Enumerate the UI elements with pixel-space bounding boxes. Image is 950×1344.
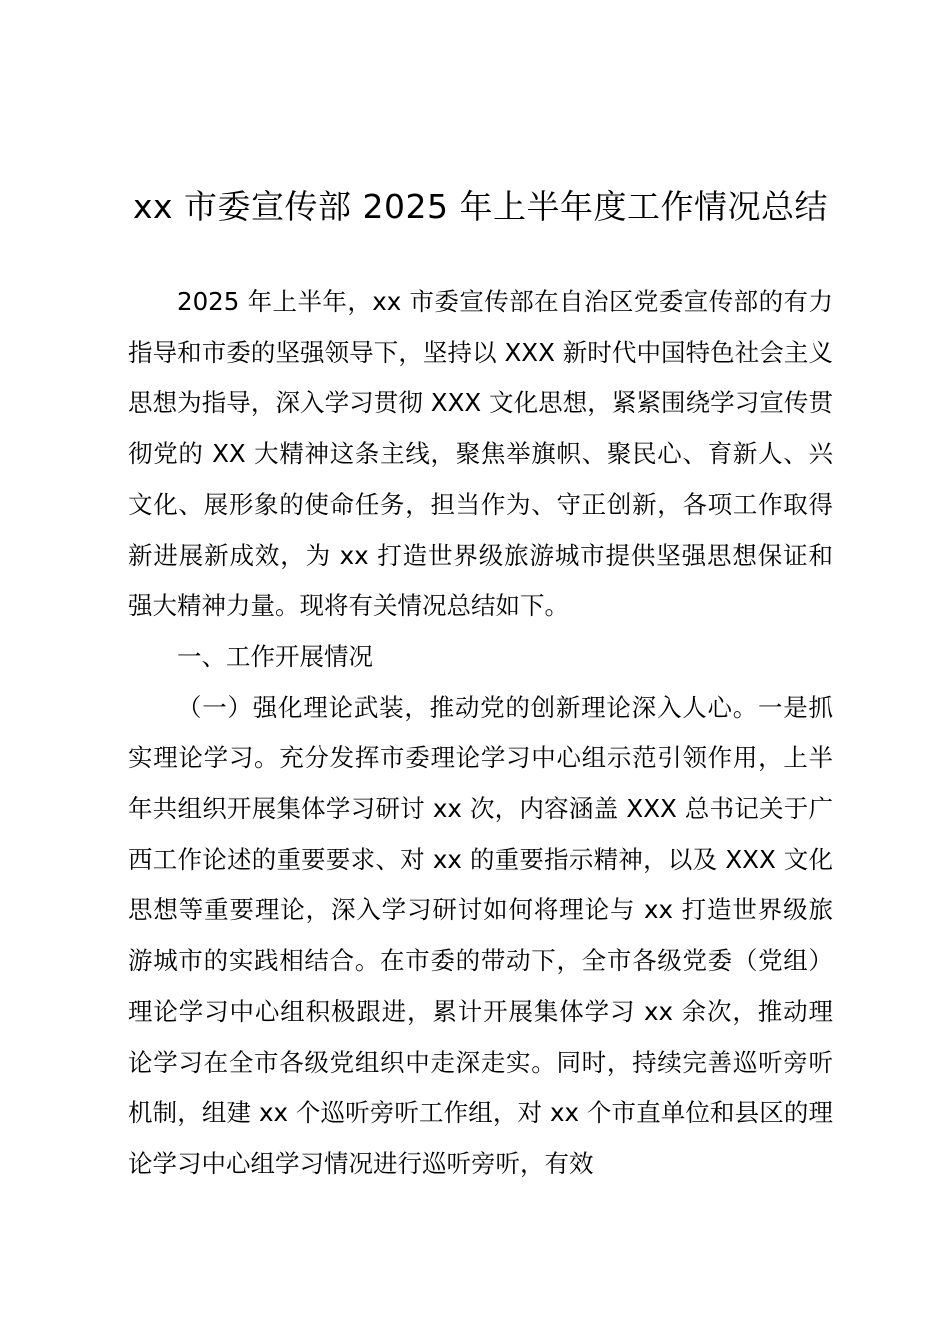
document-title: xx 市委宣传部 2025 年上半年度工作情况总结 (132, 187, 828, 226)
body-paragraph: （一）强化理论武装，推动党的创新理论深入人心。一是抓实理论学习。充分发挥市委理论学习中心组示范引领作用，上半年共组织开展集体学习研讨 xx 次，内容涵盖 XXX 总书记关于广西工作论述的重要要求、对 xx 的重要指示精神，以及 XXX 文化思想等重要理论，深入学习研讨如何将理论与 xx 打造世界级旅游城市的实践相结合。在市委的带动下，全市各级党委（党组）理论学习中心组积极跟进，累计开展集体学习 xx 余次，推动理论学习在全市各级党组织中走深走实。同时，持续完善巡听旁听机制，组建 xx 个巡听旁听工作组，对 xx 个市直单位和县区的理论学习中心组学习情况进行巡听旁听，有效 (128, 692, 833, 1178)
document-body (128, 277, 833, 1190)
section-heading: 一、工作开展情况 (177, 641, 373, 671)
intro-paragraph: 2025 年上半年，xx 市委宣传部在自治区党委宣传部的有力指导和市委的坚强领导下，坚持以 XXX 新时代中国特色社会主义思想为指导，深入学习贯彻 XXX 文化思想，紧紧围绕学习宣传贯彻党的 XX 大精神这条主线，聚焦举旗帜、聚民心、育新人、兴文化、展形象的使命任务，担当作为、守正创新，各项工作取得新进展新成效，为 xx 打造世界级旅游城市提供坚强思想保证和强大精神力量。现将有关情况总结如下。 (128, 287, 833, 621)
